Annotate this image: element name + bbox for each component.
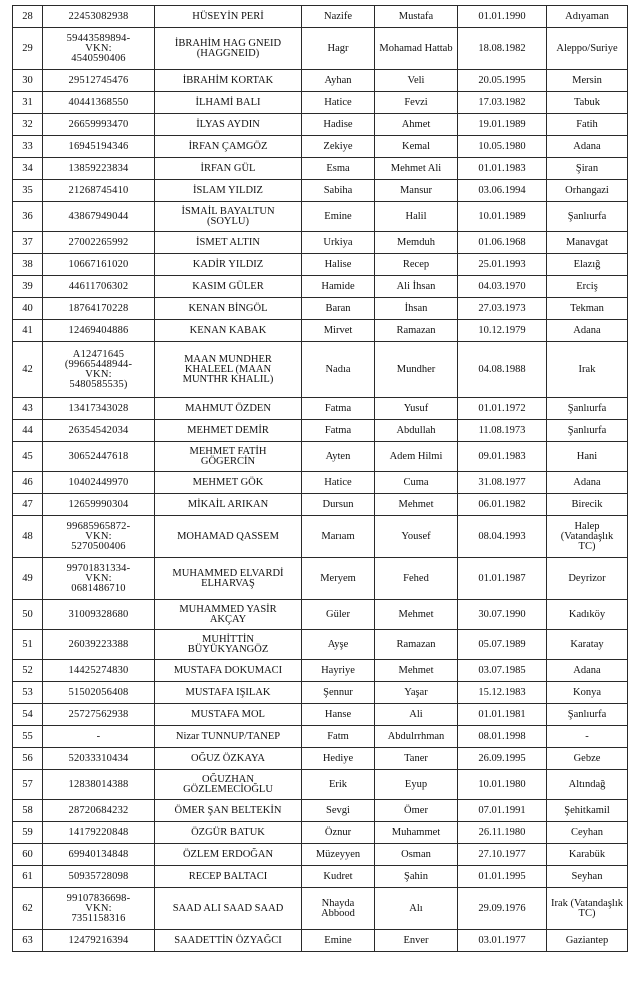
row-number-cell: 62 bbox=[13, 888, 43, 930]
table-row bbox=[13, 770, 628, 800]
full-name-cell: OĞUZ ÖZKAYA bbox=[155, 748, 302, 770]
id-number-cell: 26354542034 bbox=[43, 420, 155, 442]
id-number-cell: 12479216394 bbox=[43, 930, 155, 952]
table-row bbox=[13, 298, 628, 320]
id-number-cell: 52033310434 bbox=[43, 748, 155, 770]
birth-place-cell: Adana bbox=[547, 472, 628, 494]
full-name-cell: MEHMET DEMİR bbox=[155, 420, 302, 442]
father-name-cell: Mohamad Hattab bbox=[375, 28, 458, 70]
table-row bbox=[13, 682, 628, 704]
birth-place-cell: Ceyhan bbox=[547, 822, 628, 844]
birth-place-cell: Halep (Vatandaşlık TC) bbox=[547, 516, 628, 558]
father-name-cell: Enver bbox=[375, 930, 458, 952]
table-row bbox=[13, 600, 628, 630]
id-number-cell: 44611706302 bbox=[43, 276, 155, 298]
father-name-cell: Mehmet bbox=[375, 494, 458, 516]
birth-date-cell: 01.06.1968 bbox=[458, 232, 547, 254]
id-number-cell: 10402449970 bbox=[43, 472, 155, 494]
birth-place-cell: Deyrizor bbox=[547, 558, 628, 600]
full-name-cell: ÖZLEM ERDOĞAN bbox=[155, 844, 302, 866]
birth-place-cell: Karatay bbox=[547, 630, 628, 660]
birth-date-cell: 01.01.1987 bbox=[458, 558, 547, 600]
table-row bbox=[13, 136, 628, 158]
birth-place-cell: Şiran bbox=[547, 158, 628, 180]
mother-name-cell: Hayriye bbox=[302, 660, 375, 682]
full-name-cell: KASIM GÜLER bbox=[155, 276, 302, 298]
father-name-cell: Şahin bbox=[375, 866, 458, 888]
table-row bbox=[13, 516, 628, 558]
table-row bbox=[13, 398, 628, 420]
id-number-cell: 51502056408 bbox=[43, 682, 155, 704]
mother-name-cell: Ayten bbox=[302, 442, 375, 472]
full-name-cell: ÖZGÜR BATUK bbox=[155, 822, 302, 844]
birth-date-cell: 08.01.1998 bbox=[458, 726, 547, 748]
father-name-cell: Mundher bbox=[375, 342, 458, 398]
birth-place-cell: Tabuk bbox=[547, 92, 628, 114]
row-number-cell: 34 bbox=[13, 158, 43, 180]
full-name-cell: KENAN BİNGÖL bbox=[155, 298, 302, 320]
row-number-cell: 38 bbox=[13, 254, 43, 276]
birth-date-cell: 15.12.1983 bbox=[458, 682, 547, 704]
id-number-cell: 26039223388 bbox=[43, 630, 155, 660]
full-name-cell: SAADETTİN ÖZYAĞCI bbox=[155, 930, 302, 952]
id-number-cell: 13859223834 bbox=[43, 158, 155, 180]
full-name-cell: SAAD ALI SAAD SAAD bbox=[155, 888, 302, 930]
birth-date-cell: 05.07.1989 bbox=[458, 630, 547, 660]
full-name-cell: ÖMER ŞAN BELTEKİN bbox=[155, 800, 302, 822]
full-name-cell: MUSTAFA DOKUMACI bbox=[155, 660, 302, 682]
birth-place-cell: Fatih bbox=[547, 114, 628, 136]
birth-place-cell: Elazığ bbox=[547, 254, 628, 276]
id-number-cell: 50935728098 bbox=[43, 866, 155, 888]
table-row bbox=[13, 726, 628, 748]
father-name-cell: Ali İhsan bbox=[375, 276, 458, 298]
mother-name-cell: Şennur bbox=[302, 682, 375, 704]
full-name-cell: MUHAMMED ELVARDİ ELHARVAŞ bbox=[155, 558, 302, 600]
birth-date-cell: 10.01.1989 bbox=[458, 202, 547, 232]
birth-date-cell: 01.01.1972 bbox=[458, 398, 547, 420]
mother-name-cell: Hamide bbox=[302, 276, 375, 298]
table-row bbox=[13, 800, 628, 822]
birth-place-cell: Orhangazi bbox=[547, 180, 628, 202]
mother-name-cell: Sevgi bbox=[302, 800, 375, 822]
mother-name-cell: Ayhan bbox=[302, 70, 375, 92]
birth-date-cell: 04.03.1970 bbox=[458, 276, 547, 298]
row-number-cell: 48 bbox=[13, 516, 43, 558]
full-name-cell: MİKAİL ARIKAN bbox=[155, 494, 302, 516]
birth-date-cell: 10.01.1980 bbox=[458, 770, 547, 800]
father-name-cell: Mehmet Ali bbox=[375, 158, 458, 180]
table-row bbox=[13, 822, 628, 844]
row-number-cell: 40 bbox=[13, 298, 43, 320]
birth-place-cell: Altındağ bbox=[547, 770, 628, 800]
table-row bbox=[13, 494, 628, 516]
row-number-cell: 43 bbox=[13, 398, 43, 420]
full-name-cell: MUSTAFA IŞILAK bbox=[155, 682, 302, 704]
row-number-cell: 37 bbox=[13, 232, 43, 254]
father-name-cell: Yaşar bbox=[375, 682, 458, 704]
table-row bbox=[13, 442, 628, 472]
full-name-cell: MOHAMAD QASSEM bbox=[155, 516, 302, 558]
birth-place-cell: Adana bbox=[547, 320, 628, 342]
id-number-cell: 10667161020 bbox=[43, 254, 155, 276]
birth-date-cell: 30.07.1990 bbox=[458, 600, 547, 630]
table-row bbox=[13, 276, 628, 298]
birth-date-cell: 10.12.1979 bbox=[458, 320, 547, 342]
row-number-cell: 44 bbox=[13, 420, 43, 442]
mother-name-cell: Nhayda Abbood bbox=[302, 888, 375, 930]
table-row bbox=[13, 888, 628, 930]
table-row bbox=[13, 202, 628, 232]
row-number-cell: 45 bbox=[13, 442, 43, 472]
row-number-cell: 46 bbox=[13, 472, 43, 494]
table-row bbox=[13, 320, 628, 342]
id-number-cell: 18764170228 bbox=[43, 298, 155, 320]
mother-name-cell: Müzeyyen bbox=[302, 844, 375, 866]
id-number-cell: 14179220848 bbox=[43, 822, 155, 844]
birth-date-cell: 01.01.1983 bbox=[458, 158, 547, 180]
full-name-cell: İLYAS AYDIN bbox=[155, 114, 302, 136]
full-name-cell: HÜSEYİN PERİ bbox=[155, 6, 302, 28]
table-row bbox=[13, 232, 628, 254]
birth-place-cell: Adana bbox=[547, 660, 628, 682]
birth-date-cell: 07.01.1991 bbox=[458, 800, 547, 822]
birth-place-cell: Irak (Vatandaşlık TC) bbox=[547, 888, 628, 930]
full-name-cell: RECEP BALTACI bbox=[155, 866, 302, 888]
row-number-cell: 36 bbox=[13, 202, 43, 232]
father-name-cell: Ömer bbox=[375, 800, 458, 822]
birth-date-cell: 03.07.1985 bbox=[458, 660, 547, 682]
table-row bbox=[13, 704, 628, 726]
table-row bbox=[13, 748, 628, 770]
father-name-cell: Mehmet bbox=[375, 600, 458, 630]
table-row bbox=[13, 558, 628, 600]
id-number-cell: 31009328680 bbox=[43, 600, 155, 630]
birth-date-cell: 11.08.1973 bbox=[458, 420, 547, 442]
id-number-cell: 59443589894- VKN: 4540590406 bbox=[43, 28, 155, 70]
id-number-cell: 12469404886 bbox=[43, 320, 155, 342]
mother-name-cell: Urkiya bbox=[302, 232, 375, 254]
father-name-cell: Abdulrrhman bbox=[375, 726, 458, 748]
table-row bbox=[13, 114, 628, 136]
father-name-cell: Osman bbox=[375, 844, 458, 866]
mother-name-cell: Kudret bbox=[302, 866, 375, 888]
id-number-cell: A12471645 (99665448944- VKN: 5480585535) bbox=[43, 342, 155, 398]
full-name-cell: MUHAMMED YASİR AKÇAY bbox=[155, 600, 302, 630]
row-number-cell: 28 bbox=[13, 6, 43, 28]
birth-date-cell: 08.04.1993 bbox=[458, 516, 547, 558]
birth-date-cell: 10.05.1980 bbox=[458, 136, 547, 158]
id-number-cell: 28720684232 bbox=[43, 800, 155, 822]
mother-name-cell: Emine bbox=[302, 930, 375, 952]
father-name-cell: İhsan bbox=[375, 298, 458, 320]
father-name-cell: Memduh bbox=[375, 232, 458, 254]
row-number-cell: 53 bbox=[13, 682, 43, 704]
mother-name-cell: Güler bbox=[302, 600, 375, 630]
table-row bbox=[13, 472, 628, 494]
full-name-cell: İBRAHİM HAG GNEID (HAGGNEID) bbox=[155, 28, 302, 70]
row-number-cell: 35 bbox=[13, 180, 43, 202]
mother-name-cell: Ayşe bbox=[302, 630, 375, 660]
table-row bbox=[13, 844, 628, 866]
row-number-cell: 47 bbox=[13, 494, 43, 516]
birth-place-cell: - bbox=[547, 726, 628, 748]
birth-place-cell: Erciş bbox=[547, 276, 628, 298]
table-row bbox=[13, 420, 628, 442]
birth-place-cell: Gebze bbox=[547, 748, 628, 770]
mother-name-cell: Fatma bbox=[302, 420, 375, 442]
id-number-cell: 25727562938 bbox=[43, 704, 155, 726]
mother-name-cell: Zekiye bbox=[302, 136, 375, 158]
row-number-cell: 52 bbox=[13, 660, 43, 682]
mother-name-cell: Hatice bbox=[302, 92, 375, 114]
id-number-cell: 29512745476 bbox=[43, 70, 155, 92]
birth-date-cell: 03.06.1994 bbox=[458, 180, 547, 202]
full-name-cell: İSMET ALTIN bbox=[155, 232, 302, 254]
mother-name-cell: Hanse bbox=[302, 704, 375, 726]
id-number-cell: 26659993470 bbox=[43, 114, 155, 136]
row-number-cell: 33 bbox=[13, 136, 43, 158]
mother-name-cell: Emine bbox=[302, 202, 375, 232]
row-number-cell: 57 bbox=[13, 770, 43, 800]
id-number-cell: 43867949044 bbox=[43, 202, 155, 232]
birth-place-cell: Şehitkamil bbox=[547, 800, 628, 822]
mother-name-cell: Erik bbox=[302, 770, 375, 800]
table-row bbox=[13, 6, 628, 28]
id-number-cell: 40441368550 bbox=[43, 92, 155, 114]
table-row bbox=[13, 180, 628, 202]
mother-name-cell: Halise bbox=[302, 254, 375, 276]
full-name-cell: MUHİTTİN BÜYÜKYANGÖZ bbox=[155, 630, 302, 660]
table-body bbox=[13, 6, 628, 952]
id-number-cell: 16945194346 bbox=[43, 136, 155, 158]
mother-name-cell: Hediye bbox=[302, 748, 375, 770]
id-number-cell: - bbox=[43, 726, 155, 748]
row-number-cell: 39 bbox=[13, 276, 43, 298]
mother-name-cell: Hagr bbox=[302, 28, 375, 70]
birth-place-cell: Mersin bbox=[547, 70, 628, 92]
mother-name-cell: Fatm bbox=[302, 726, 375, 748]
full-name-cell: KENAN KABAK bbox=[155, 320, 302, 342]
birth-date-cell: 20.05.1995 bbox=[458, 70, 547, 92]
full-name-cell: MUSTAFA MOL bbox=[155, 704, 302, 726]
full-name-cell: Nizar TUNNUP/TANEP bbox=[155, 726, 302, 748]
id-number-cell: 99107836698- VKN: 7351158316 bbox=[43, 888, 155, 930]
birth-place-cell: Konya bbox=[547, 682, 628, 704]
mother-name-cell: Esma bbox=[302, 158, 375, 180]
row-number-cell: 30 bbox=[13, 70, 43, 92]
row-number-cell: 31 bbox=[13, 92, 43, 114]
birth-date-cell: 04.08.1988 bbox=[458, 342, 547, 398]
birth-date-cell: 29.09.1976 bbox=[458, 888, 547, 930]
table-row bbox=[13, 254, 628, 276]
row-number-cell: 55 bbox=[13, 726, 43, 748]
row-number-cell: 63 bbox=[13, 930, 43, 952]
table-row bbox=[13, 342, 628, 398]
mother-name-cell: Fatma bbox=[302, 398, 375, 420]
row-number-cell: 60 bbox=[13, 844, 43, 866]
row-number-cell: 58 bbox=[13, 800, 43, 822]
father-name-cell: Mehmet bbox=[375, 660, 458, 682]
father-name-cell: Muhammet bbox=[375, 822, 458, 844]
father-name-cell: Taner bbox=[375, 748, 458, 770]
birth-date-cell: 19.01.1989 bbox=[458, 114, 547, 136]
table-row bbox=[13, 28, 628, 70]
mother-name-cell: Meryem bbox=[302, 558, 375, 600]
row-number-cell: 51 bbox=[13, 630, 43, 660]
birth-date-cell: 25.01.1993 bbox=[458, 254, 547, 276]
father-name-cell: Mustafa bbox=[375, 6, 458, 28]
full-name-cell: MAHMUT ÖZDEN bbox=[155, 398, 302, 420]
father-name-cell: Recep bbox=[375, 254, 458, 276]
mother-name-cell: Sabiha bbox=[302, 180, 375, 202]
row-number-cell: 29 bbox=[13, 28, 43, 70]
row-number-cell: 49 bbox=[13, 558, 43, 600]
mother-name-cell: Nadıa bbox=[302, 342, 375, 398]
full-name-cell: İSLAM YILDIZ bbox=[155, 180, 302, 202]
father-name-cell: Ramazan bbox=[375, 630, 458, 660]
birth-place-cell: Manavgat bbox=[547, 232, 628, 254]
id-number-cell: 21268745410 bbox=[43, 180, 155, 202]
full-name-cell: MAAN MUNDHER KHALEEL (MAAN MUNTHR KHALIL) bbox=[155, 342, 302, 398]
birth-place-cell: Hani bbox=[547, 442, 628, 472]
mother-name-cell: Öznur bbox=[302, 822, 375, 844]
id-number-cell: 12659990304 bbox=[43, 494, 155, 516]
id-number-cell: 30652447618 bbox=[43, 442, 155, 472]
row-number-cell: 50 bbox=[13, 600, 43, 630]
id-number-cell: 22453082938 bbox=[43, 6, 155, 28]
birth-place-cell: Şanlıurfa bbox=[547, 202, 628, 232]
full-name-cell: İRFAN GÜL bbox=[155, 158, 302, 180]
birth-date-cell: 01.01.1995 bbox=[458, 866, 547, 888]
id-number-cell: 14425274830 bbox=[43, 660, 155, 682]
father-name-cell: Fevzi bbox=[375, 92, 458, 114]
full-name-cell: İLHAMİ BALI bbox=[155, 92, 302, 114]
table-row bbox=[13, 930, 628, 952]
birth-date-cell: 27.03.1973 bbox=[458, 298, 547, 320]
birth-date-cell: 31.08.1977 bbox=[458, 472, 547, 494]
mother-name-cell: Baran bbox=[302, 298, 375, 320]
row-number-cell: 59 bbox=[13, 822, 43, 844]
id-number-cell: 99701831334- VKN: 0681486710 bbox=[43, 558, 155, 600]
father-name-cell: Yusuf bbox=[375, 398, 458, 420]
birth-date-cell: 26.11.1980 bbox=[458, 822, 547, 844]
mother-name-cell: Hadise bbox=[302, 114, 375, 136]
row-number-cell: 54 bbox=[13, 704, 43, 726]
table-row bbox=[13, 158, 628, 180]
table-row bbox=[13, 92, 628, 114]
table-row bbox=[13, 630, 628, 660]
birth-place-cell: Adana bbox=[547, 136, 628, 158]
table-row bbox=[13, 660, 628, 682]
birth-place-cell: Irak bbox=[547, 342, 628, 398]
father-name-cell: Alı bbox=[375, 888, 458, 930]
row-number-cell: 61 bbox=[13, 866, 43, 888]
birth-date-cell: 03.01.1977 bbox=[458, 930, 547, 952]
birth-date-cell: 17.03.1982 bbox=[458, 92, 547, 114]
father-name-cell: Ali bbox=[375, 704, 458, 726]
father-name-cell: Cuma bbox=[375, 472, 458, 494]
full-name-cell: KADİR YILDIZ bbox=[155, 254, 302, 276]
birth-place-cell: Şanlıurfa bbox=[547, 420, 628, 442]
row-number-cell: 42 bbox=[13, 342, 43, 398]
row-number-cell: 41 bbox=[13, 320, 43, 342]
birth-place-cell: Aleppo/Suriye bbox=[547, 28, 628, 70]
mother-name-cell: Hatice bbox=[302, 472, 375, 494]
id-number-cell: 12838014388 bbox=[43, 770, 155, 800]
birth-place-cell: Adıyaman bbox=[547, 6, 628, 28]
birth-place-cell: Gaziantep bbox=[547, 930, 628, 952]
father-name-cell: Kemal bbox=[375, 136, 458, 158]
father-name-cell: Adem Hilmi bbox=[375, 442, 458, 472]
birth-place-cell: Şanlıurfa bbox=[547, 704, 628, 726]
father-name-cell: Mansur bbox=[375, 180, 458, 202]
birth-date-cell: 09.01.1983 bbox=[458, 442, 547, 472]
id-number-cell: 69940134848 bbox=[43, 844, 155, 866]
mother-name-cell: Dursun bbox=[302, 494, 375, 516]
birth-place-cell: Karabük bbox=[547, 844, 628, 866]
mother-name-cell: Marıam bbox=[302, 516, 375, 558]
full-name-cell: İBRAHİM KORTAK bbox=[155, 70, 302, 92]
full-name-cell: İRFAN ÇAMGÖZ bbox=[155, 136, 302, 158]
birth-place-cell: Seyhan bbox=[547, 866, 628, 888]
father-name-cell: Fehed bbox=[375, 558, 458, 600]
birth-place-cell: Tekman bbox=[547, 298, 628, 320]
birth-place-cell: Kadıköy bbox=[547, 600, 628, 630]
birth-place-cell: Şanlıurfa bbox=[547, 398, 628, 420]
row-number-cell: 32 bbox=[13, 114, 43, 136]
birth-date-cell: 01.01.1990 bbox=[458, 6, 547, 28]
full-name-cell: MEHMET FATİH GÖGERCİN bbox=[155, 442, 302, 472]
father-name-cell: Abdullah bbox=[375, 420, 458, 442]
father-name-cell: Ahmet bbox=[375, 114, 458, 136]
father-name-cell: Veli bbox=[375, 70, 458, 92]
father-name-cell: Ramazan bbox=[375, 320, 458, 342]
father-name-cell: Halil bbox=[375, 202, 458, 232]
birth-date-cell: 06.01.1982 bbox=[458, 494, 547, 516]
father-name-cell: Yousef bbox=[375, 516, 458, 558]
id-number-cell: 13417343028 bbox=[43, 398, 155, 420]
id-number-cell: 99685965872- VKN: 5270500406 bbox=[43, 516, 155, 558]
birth-date-cell: 18.08.1982 bbox=[458, 28, 547, 70]
birth-date-cell: 27.10.1977 bbox=[458, 844, 547, 866]
table-row bbox=[13, 70, 628, 92]
mother-name-cell: Mirvet bbox=[302, 320, 375, 342]
full-name-cell: İSMAİL BAYALTUN (SOYLU) bbox=[155, 202, 302, 232]
table-row bbox=[13, 866, 628, 888]
id-number-cell: 27002265992 bbox=[43, 232, 155, 254]
birth-date-cell: 26.09.1995 bbox=[458, 748, 547, 770]
mother-name-cell: Nazife bbox=[302, 6, 375, 28]
row-number-cell: 56 bbox=[13, 748, 43, 770]
full-name-cell: MEHMET GÖK bbox=[155, 472, 302, 494]
persons-table bbox=[12, 5, 628, 952]
birth-place-cell: Birecik bbox=[547, 494, 628, 516]
birth-date-cell: 01.01.1981 bbox=[458, 704, 547, 726]
father-name-cell: Eyup bbox=[375, 770, 458, 800]
full-name-cell: OĞUZHAN GÖZLEMECİOĞLU bbox=[155, 770, 302, 800]
